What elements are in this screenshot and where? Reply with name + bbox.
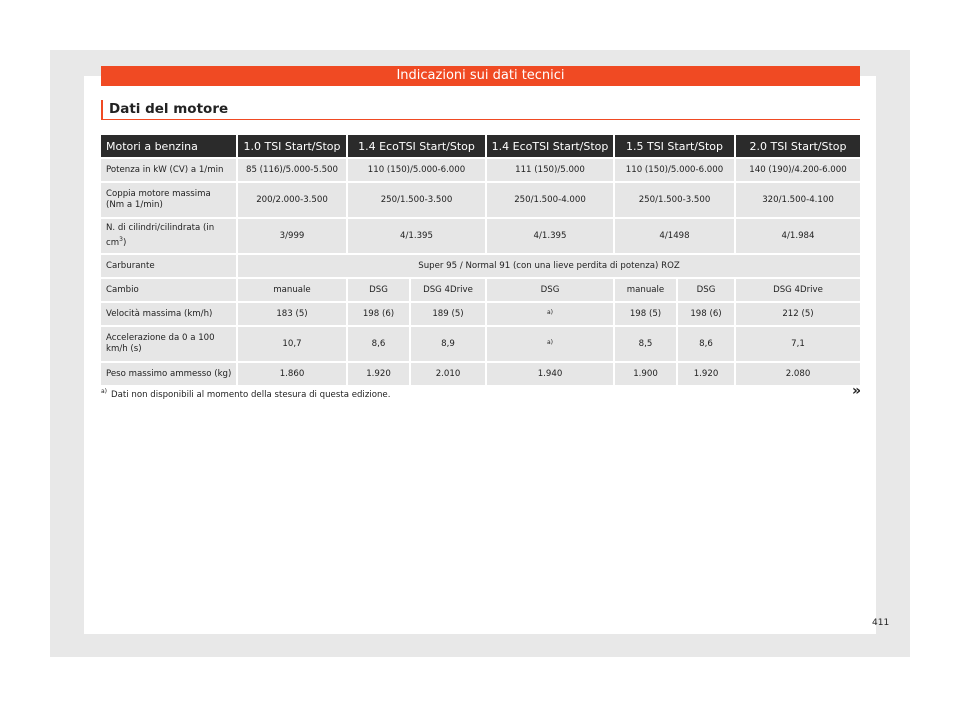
header-cell: 1.4 EcoTSI Start/Stop bbox=[348, 135, 487, 157]
table-cell: manuale bbox=[615, 279, 678, 301]
footnote-ref: a) bbox=[546, 338, 554, 346]
header-cell: 2.0 TSI Start/Stop bbox=[736, 135, 860, 157]
table-cell bbox=[487, 303, 615, 325]
row-label: Potenza in kW (CV) a 1/min bbox=[101, 159, 238, 181]
header-cell: 1.5 TSI Start/Stop bbox=[615, 135, 736, 157]
engine-data-table bbox=[101, 133, 860, 387]
table-cell: 110 (150)/5.000-6.000 bbox=[615, 159, 736, 181]
table-cell: 7,1 bbox=[736, 327, 860, 361]
table-cell: Super 95 / Normal 91 (con una lieve perdita di potenza) ROZ bbox=[238, 255, 860, 277]
table-row bbox=[101, 303, 860, 325]
row-label bbox=[101, 219, 238, 253]
table-cell: 200/2.000-3.500 bbox=[238, 183, 348, 217]
table-cell: 8,5 bbox=[615, 327, 678, 361]
table-row bbox=[101, 255, 860, 277]
table-cell: 198 (6) bbox=[678, 303, 736, 325]
table-cell: 8,9 bbox=[411, 327, 487, 361]
table-cell: 189 (5) bbox=[411, 303, 487, 325]
table-cell: 212 (5) bbox=[736, 303, 860, 325]
row-label-line: ) bbox=[122, 237, 127, 248]
table-cell: 1.920 bbox=[348, 363, 411, 385]
section-title: Dati del motore bbox=[101, 100, 860, 120]
row-label: Carburante bbox=[101, 255, 238, 277]
row-label-line: N. di cilindri/cilindrata (in bbox=[106, 223, 215, 234]
row-label-line: km/h (s) bbox=[106, 344, 142, 354]
table-cell: 183 (5) bbox=[238, 303, 348, 325]
table-cell: 250/1.500-3.500 bbox=[615, 183, 736, 217]
table-cell: manuale bbox=[238, 279, 348, 301]
table-cell: 250/1.500-4.000 bbox=[487, 183, 615, 217]
row-label: Cambio bbox=[101, 279, 238, 301]
table-cell: 4/1.984 bbox=[736, 219, 860, 253]
superscript: 3 bbox=[119, 236, 123, 244]
header-cell: 1.0 TSI Start/Stop bbox=[238, 135, 348, 157]
row-label: Peso massimo ammesso (kg) bbox=[101, 363, 238, 385]
table-cell: 111 (150)/5.000 bbox=[487, 159, 615, 181]
table-cell: 1.920 bbox=[678, 363, 736, 385]
row-label bbox=[101, 183, 238, 217]
table-cell: 1.900 bbox=[615, 363, 678, 385]
table-row bbox=[101, 327, 860, 361]
table-cell: 4/1.395 bbox=[348, 219, 487, 253]
row-label-line: cm bbox=[106, 237, 120, 248]
table-cell: 3/999 bbox=[238, 219, 348, 253]
row-label-line: Coppia motore massima bbox=[106, 189, 211, 199]
footnote bbox=[101, 388, 801, 400]
table-row bbox=[101, 219, 860, 253]
table-cell bbox=[487, 327, 615, 361]
page-number: 411 bbox=[872, 618, 890, 628]
table-cell: DSG bbox=[348, 279, 411, 301]
table-cell: 1.860 bbox=[238, 363, 348, 385]
header-cell: Motori a benzina bbox=[101, 135, 238, 157]
table-cell: 4/1.395 bbox=[487, 219, 615, 253]
table-cell: 1.940 bbox=[487, 363, 615, 385]
row-label-line: Accelerazione da 0 a 100 bbox=[106, 333, 215, 343]
table-cell: 85 (116)/5.000-5.500 bbox=[238, 159, 348, 181]
continue-mark: » bbox=[852, 383, 862, 399]
footnote-ref: a) bbox=[546, 308, 554, 316]
row-label bbox=[101, 327, 238, 361]
table-cell: DSG bbox=[487, 279, 615, 301]
table-cell: 10,7 bbox=[238, 327, 348, 361]
row-label-line: (Nm a 1/min) bbox=[106, 200, 163, 210]
header-cell: 1.4 EcoTSI Start/Stop bbox=[487, 135, 615, 157]
table-cell: DSG 4Drive bbox=[411, 279, 487, 301]
table-cell: 198 (6) bbox=[348, 303, 411, 325]
table-cell: 320/1.500-4.100 bbox=[736, 183, 860, 217]
footnote-text: Dati non disponibili al momento della stesura di questa edizione. bbox=[111, 389, 391, 400]
table-cell: 2.080 bbox=[736, 363, 860, 385]
table-row bbox=[101, 159, 860, 181]
table-cell: DSG 4Drive bbox=[736, 279, 860, 301]
table-cell: 2.010 bbox=[411, 363, 487, 385]
table-cell: 250/1.500-3.500 bbox=[348, 183, 487, 217]
chapter-banner: Indicazioni sui dati tecnici bbox=[101, 66, 860, 86]
table-cell: 8,6 bbox=[348, 327, 411, 361]
table-row bbox=[101, 279, 860, 301]
table-row bbox=[101, 363, 860, 385]
table-cell: 8,6 bbox=[678, 327, 736, 361]
table-header-row bbox=[101, 135, 860, 157]
table-cell: 110 (150)/5.000-6.000 bbox=[348, 159, 487, 181]
table-cell: DSG bbox=[678, 279, 736, 301]
table-row bbox=[101, 183, 860, 217]
table-cell: 198 (5) bbox=[615, 303, 678, 325]
footnote-marker: a) bbox=[101, 388, 108, 395]
table-cell: 4/1498 bbox=[615, 219, 736, 253]
table-cell: 140 (190)/4.200-6.000 bbox=[736, 159, 860, 181]
row-label: Velocità massima (km/h) bbox=[101, 303, 238, 325]
